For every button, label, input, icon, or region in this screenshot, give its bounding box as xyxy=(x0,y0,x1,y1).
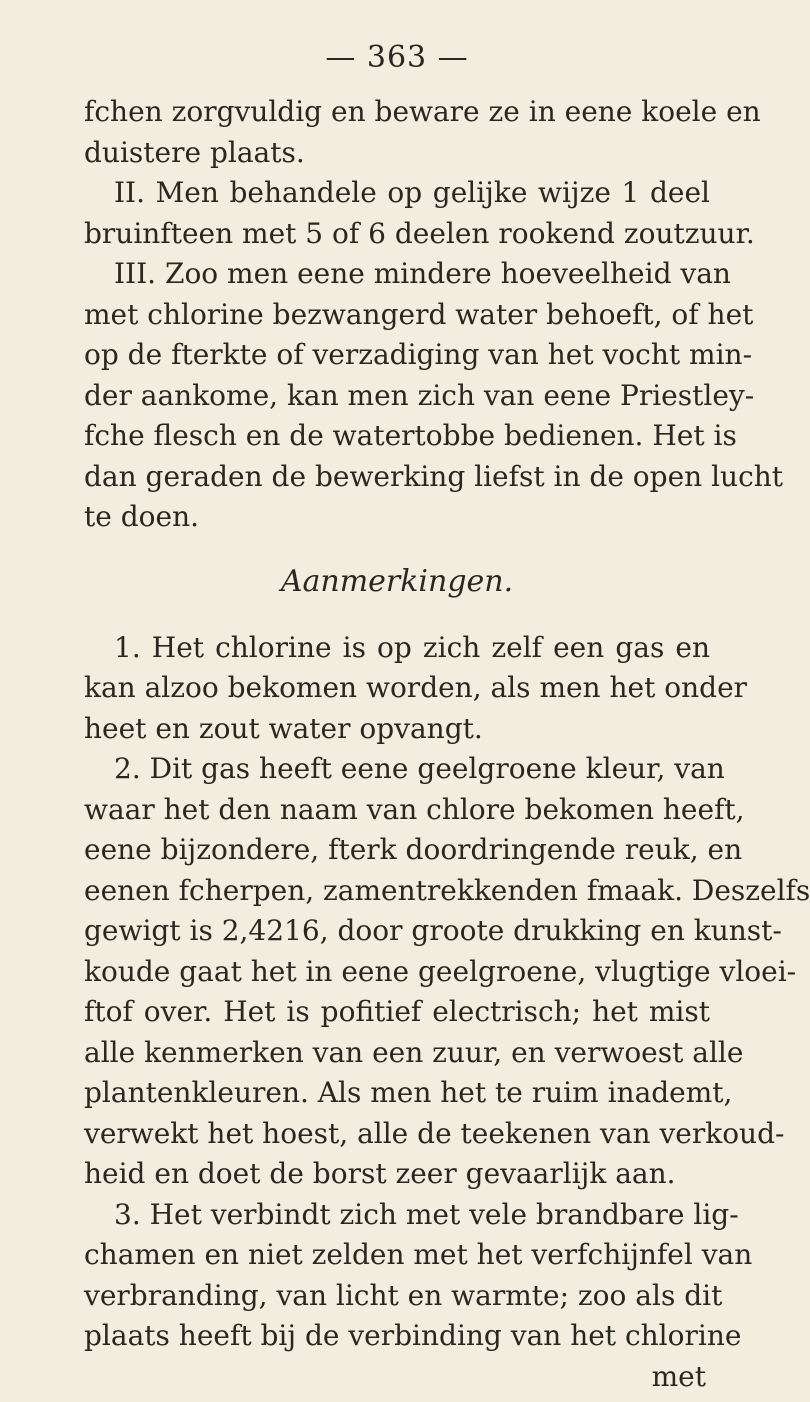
notes-text-block xyxy=(84,628,810,1357)
page-number-header: — 363 — xyxy=(325,40,469,75)
text-line: heet en zout water opvangt. xyxy=(84,711,483,745)
text-line: ftof over. Het is pofitief electrisch; het mist xyxy=(84,995,710,1028)
text-line: 3. Het verbindt zich met vele brandbare lig- xyxy=(114,1197,739,1231)
text-line: plaats heeft bij de verbinding van het chlorine xyxy=(84,1319,742,1352)
top-text-block xyxy=(84,92,784,538)
text-line: koude gaat het in eene geelgroene, vlugtige vloei- xyxy=(84,954,797,988)
text-line: 1. Het chlorine is op zich zelf een gas en xyxy=(114,630,710,664)
text-line: met chlorine bezwangerd water behoeft, of het xyxy=(84,297,754,331)
text-line: chamen en niet zelden met het verfchijnfel van xyxy=(84,1238,753,1271)
text-line: II. Men behandele op gelijke wijze 1 deel xyxy=(114,176,710,209)
text-line: verwekt het hoest, alle de teekenen van verkoud- xyxy=(84,1116,785,1150)
text-line: bruinfteen met 5 of 6 deelen rookend zoutzuur. xyxy=(84,216,755,250)
text-line: gewigt is 2,4216, door groote drukking en kunst- xyxy=(84,914,782,947)
text-line: te doen. xyxy=(84,500,200,533)
text-line: verbranding, van licht en warmte; zoo als dit xyxy=(84,1278,723,1312)
catchword: met xyxy=(651,1359,706,1393)
text-line: kan alzoo bekomen worden, als men het onder xyxy=(84,671,748,704)
text-line: eene bijzondere, fterk doordringende reuk, en xyxy=(84,833,743,866)
text-line: waar het den naam van chlore bekomen heeft, xyxy=(84,792,745,826)
text-line: duistere plaats. xyxy=(84,135,305,169)
text-line: fchen zorgvuldig en beware ze in eene koele en xyxy=(84,95,761,128)
section-heading: Aanmerkingen. xyxy=(280,563,514,599)
text-line: op de fterkte of verzadiging van het vocht min- xyxy=(84,338,753,371)
text-line: der aankome, kan men zich van eene Priestley- xyxy=(84,378,755,412)
text-line: alle kenmerken van een zuur, en verwoest alle xyxy=(84,1035,744,1069)
text-line: 2. Dit gas heeft eene geelgroene kleur, van xyxy=(114,752,725,785)
text-line: dan geraden de bewerking liefst in de open lucht xyxy=(84,459,784,493)
text-line: heid en doet de borst zeer gevaarlijk aan. xyxy=(84,1157,676,1190)
text-line: plantenkleuren. Als men het te ruim inademt, xyxy=(84,1076,733,1109)
text-line: eenen fcherpen, zamentrekkenden fmaak. Deszelfs xyxy=(84,873,810,907)
text-line: III. Zoo men eene mindere hoeveelheid van xyxy=(114,257,731,290)
text-line: fche flesch en de watertobbe bedienen. Het is xyxy=(84,419,737,452)
